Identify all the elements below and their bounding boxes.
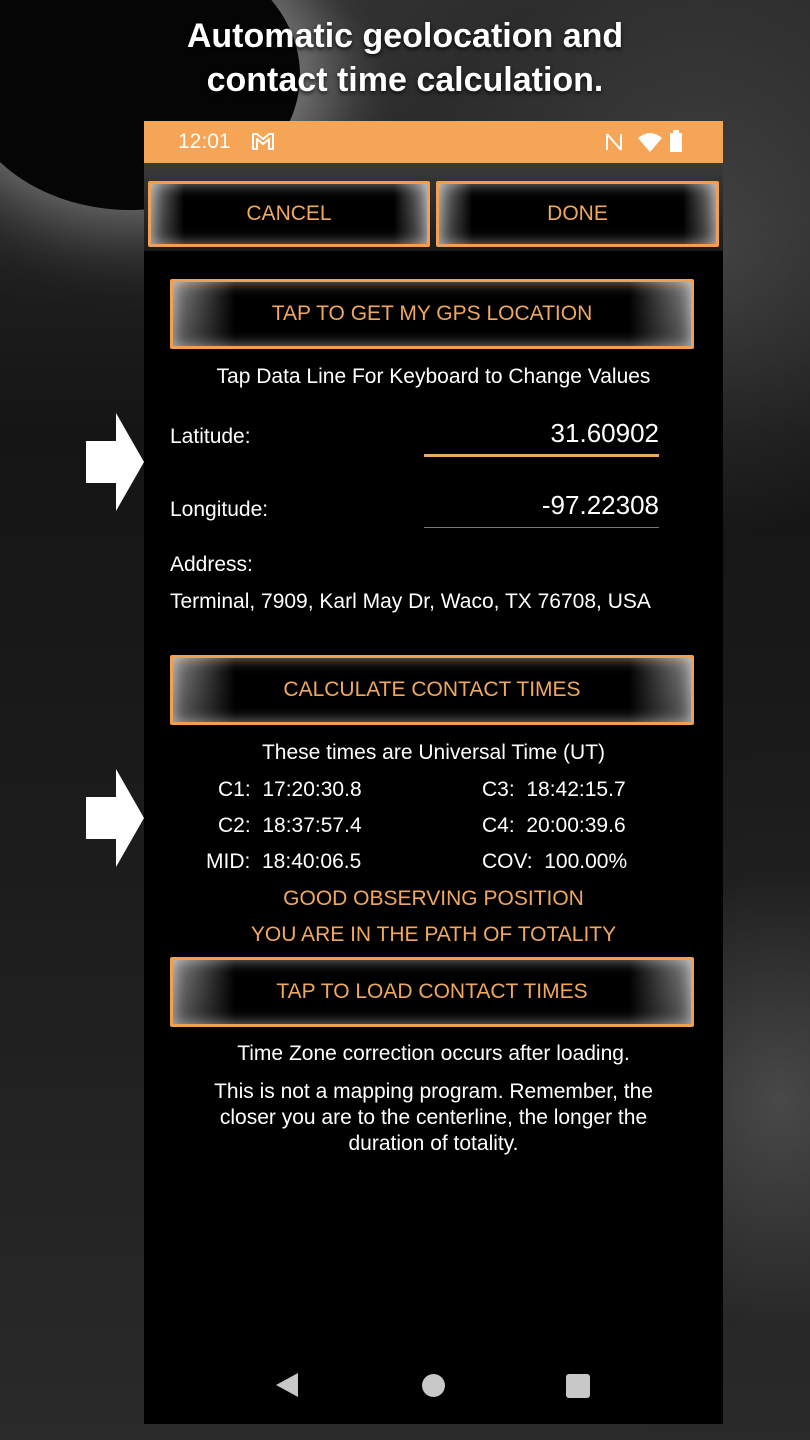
arrow-right-icon	[86, 769, 144, 867]
cancel-button[interactable]	[148, 181, 430, 247]
headline-line-2: contact time calculation.	[206, 61, 604, 99]
calculate-contact-times-button[interactable]	[170, 655, 694, 725]
c1-time	[218, 778, 362, 802]
c2-value: 18:37:57.4	[262, 814, 362, 837]
arrow-right-icon	[86, 413, 144, 511]
ut-note: These times are Universal Time (UT)	[261, 741, 606, 764]
battery-icon	[670, 130, 682, 152]
load-contact-times-button[interactable]	[170, 957, 694, 1027]
gmail-icon	[251, 130, 275, 152]
c2-time	[218, 814, 362, 838]
longitude-input[interactable]: -97.22308	[541, 490, 659, 520]
latitude-label: Latitude:	[170, 425, 251, 448]
c1-value: 17:20:30.8	[262, 778, 362, 801]
totality-path-status: YOU ARE IN THE PATH OF TOTALITY	[250, 923, 617, 946]
mid-label: MID:	[206, 850, 251, 873]
cov-value: 100.00%	[544, 850, 628, 873]
promo-headline	[0, 14, 810, 102]
mid-value: 18:40:06.5	[262, 850, 362, 873]
longitude-label: Longitude:	[170, 498, 269, 521]
latitude-input[interactable]: 31.60902	[550, 418, 659, 448]
recents-icon[interactable]	[566, 1374, 590, 1398]
timezone-note: Time Zone correction occurs after loading.	[237, 1042, 630, 1065]
longitude-underline	[424, 527, 659, 528]
done-button-label: DONE	[547, 202, 608, 225]
mid-time	[206, 850, 361, 874]
get-gps-location-button[interactable]	[170, 279, 694, 349]
cov-label: COV:	[482, 850, 533, 873]
c3-label: C3:	[482, 778, 515, 801]
gps-button-label: TAP TO GET MY GPS LOCATION	[271, 302, 593, 325]
c1-label: C1:	[218, 778, 251, 801]
cancel-button-label: CANCEL	[246, 202, 332, 225]
latitude-underline	[424, 454, 659, 457]
disclaimer	[144, 1079, 723, 1157]
disclaimer-line-1: This is not a mapping program. Remember, the	[214, 1080, 653, 1103]
observing-position-status: GOOD OBSERVING POSITION	[283, 887, 584, 910]
status-time: 12:01	[178, 130, 231, 153]
disclaimer-line-3: duration of totality.	[348, 1132, 519, 1155]
c3-time	[482, 778, 626, 802]
c4-value: 20:00:39.6	[526, 814, 626, 837]
c2-label: C2:	[218, 814, 251, 837]
load-button-label: TAP TO LOAD CONTACT TIMES	[276, 980, 588, 1003]
headline-line-1: Automatic geolocation and	[186, 17, 624, 55]
done-button[interactable]	[436, 181, 719, 247]
status-bar	[144, 121, 723, 163]
c3-value: 18:42:15.7	[526, 778, 626, 801]
address-label: Address:	[170, 553, 253, 576]
disclaimer-line-2: closer you are to the centerline, the longer the	[219, 1106, 648, 1129]
back-icon[interactable]	[274, 1371, 300, 1399]
calculate-button-label: CALCULATE CONTACT TIMES	[283, 678, 581, 701]
phone-screen	[144, 121, 723, 1424]
coverage	[482, 850, 627, 874]
home-icon[interactable]	[422, 1374, 445, 1397]
wifi-icon	[638, 132, 662, 152]
nfc-icon	[604, 131, 624, 153]
keyboard-hint: Tap Data Line For Keyboard to Change Values	[216, 365, 651, 388]
c4-time	[482, 814, 626, 838]
address-value: Terminal, 7909, Karl May Dr, Waco, TX 76708, USA	[170, 590, 651, 613]
c4-label: C4:	[482, 814, 515, 837]
